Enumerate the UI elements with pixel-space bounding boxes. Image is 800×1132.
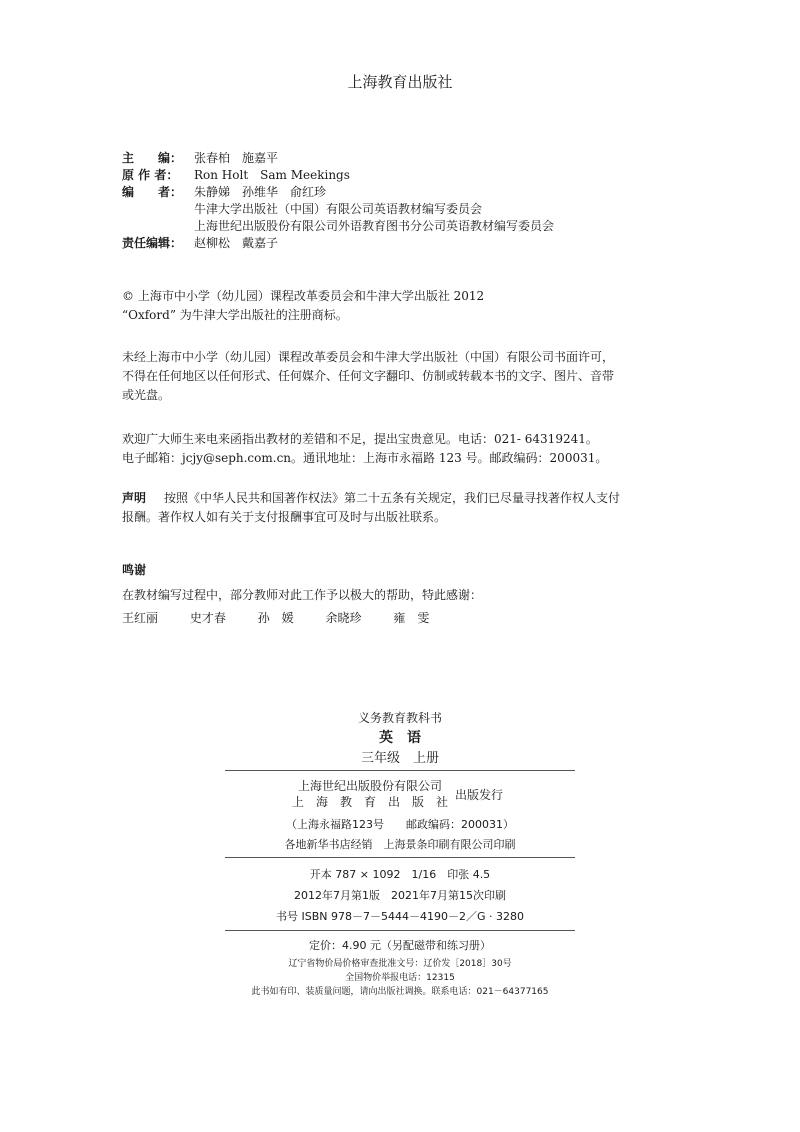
imprint-publisher-1: 上海世纪出版股份有限公司	[297, 779, 442, 793]
credits-block	[122, 150, 692, 252]
imprint-format: 开本 787 × 1092 1/16 印张 4.5	[309, 868, 491, 881]
responsible-editor-value: 赵柳松 戴嘉子	[194, 236, 279, 250]
acknowledgement-names	[122, 609, 692, 628]
original-author-row	[122, 167, 692, 184]
statement-line-1	[122, 489, 692, 508]
imprint-edition: 2012年7月第1版 2021年7月第15次印刷	[294, 889, 506, 902]
statement-text-1: 按照《中华人民共和国著作权法》第二十五条有关规定，我们已尽量寻找著作权人支付	[164, 491, 621, 505]
permission-line-1: 未经上海市中小学（幼儿园）课程改革委员会和牛津大学出版社（中国）有限公司书面许可，	[122, 350, 615, 364]
imprint-quality-notice: 此书如有印、装质量问题，请向出版社调换。联系电话：021－64377165	[251, 987, 549, 997]
permission-line-3: 或光盘。	[122, 388, 171, 402]
statement-label: 声明	[122, 491, 147, 505]
ack-name: 雍 雯	[393, 611, 430, 625]
responsible-editor-label: 责任编辑：	[122, 236, 183, 250]
ack-name: 史才春	[189, 611, 226, 625]
copyright-line-1: © 上海市中小学（幼儿园）课程改革委员会和牛津大学出版社 2012	[122, 289, 485, 303]
editors-row	[122, 184, 692, 201]
imprint-series: 义务教育教科书	[357, 711, 442, 725]
contact-line-2: 电子邮箱：jcjy@seph.com.cn。通讯地址：上海市永福路 123 号。邮政编码：200031。	[122, 451, 608, 465]
ack-name: 余晓珍	[325, 611, 362, 625]
imprint-price: 定价：4.90 元（另配磁带和练习册）	[309, 939, 491, 952]
original-author-label: 原 作 者：	[122, 168, 179, 182]
chief-editor-label: 主 编：	[122, 151, 183, 165]
imprint-subject: 英 语	[379, 730, 421, 746]
imprint-address: （上海永福路123号 邮政编码：200031）	[286, 818, 514, 831]
permission-block	[122, 348, 692, 405]
acknowledgement-title: 鸣谢	[122, 563, 147, 577]
imprint-grade: 三年级 上册	[360, 751, 439, 766]
ack-name: 王红丽	[122, 611, 159, 625]
imprint-rule-bottom	[225, 930, 575, 931]
statement-line-2: 报酬。著作权人如有关于支付报酬事宜可及时与出版社联系。	[122, 510, 447, 524]
publisher-header: 上海教育出版社	[347, 73, 453, 91]
imprint-rule-mid	[225, 857, 575, 858]
ack-name: 孙 媛	[257, 611, 294, 625]
chief-editor-row	[122, 150, 692, 167]
imprint-publishers	[290, 778, 450, 810]
imprint-distribution: 各地新华书店经销 上海景条印刷有限公司印刷	[284, 838, 516, 851]
copyright-block	[122, 287, 692, 325]
contact-block	[122, 430, 692, 468]
original-author-value: Ron Holt Sam Meekings	[194, 168, 350, 182]
copyright-line-2: “Oxford” 为牛津大学出版社的注册商标。	[122, 308, 348, 322]
acknowledgement-block	[122, 561, 692, 628]
chief-editor-value: 张春柏 施嘉平	[194, 151, 279, 165]
responsible-editor-row	[122, 235, 692, 252]
imprint-publisher-2: 上 海 教 育 出 版 社	[291, 795, 448, 809]
acknowledgement-text: 在教材编写过程中，部分教师对此工作予以极大的帮助，特此感谢：	[122, 588, 483, 602]
imprint-publish-role: 出版发行	[455, 788, 504, 802]
committee-2: 上海世纪出版股份有限公司外语教育图书分公司英语教材编写委员会	[194, 219, 555, 233]
contact-line-1: 欢迎广大师生来电来函指出教材的差错和不足，提出宝贵意见。电话：021- 64319241。	[122, 432, 598, 446]
imprint-price-approval: 辽宁省物价局价格审查批准文号：辽价发［2018］30号	[288, 959, 512, 969]
imprint-isbn: 书号 ISBN 978－7－5444－4190－2／G · 3280	[276, 910, 524, 923]
statement-block	[122, 489, 692, 527]
editors-value: 朱静娣 孙维华 俞红珍	[194, 185, 327, 199]
editors-label: 编 者：	[122, 185, 183, 199]
imprint-rule-top	[225, 770, 575, 771]
imprint-price-hotline: 全国物价举报电话：12315	[345, 973, 455, 983]
committee-1: 牛津大学出版社（中国）有限公司英语教材编写委员会	[194, 202, 483, 216]
permission-line-2: 不得在任何地区以任何形式、任何媒介、任何文字翻印、仿制或转载本书的文字、图片、音带	[122, 369, 615, 383]
